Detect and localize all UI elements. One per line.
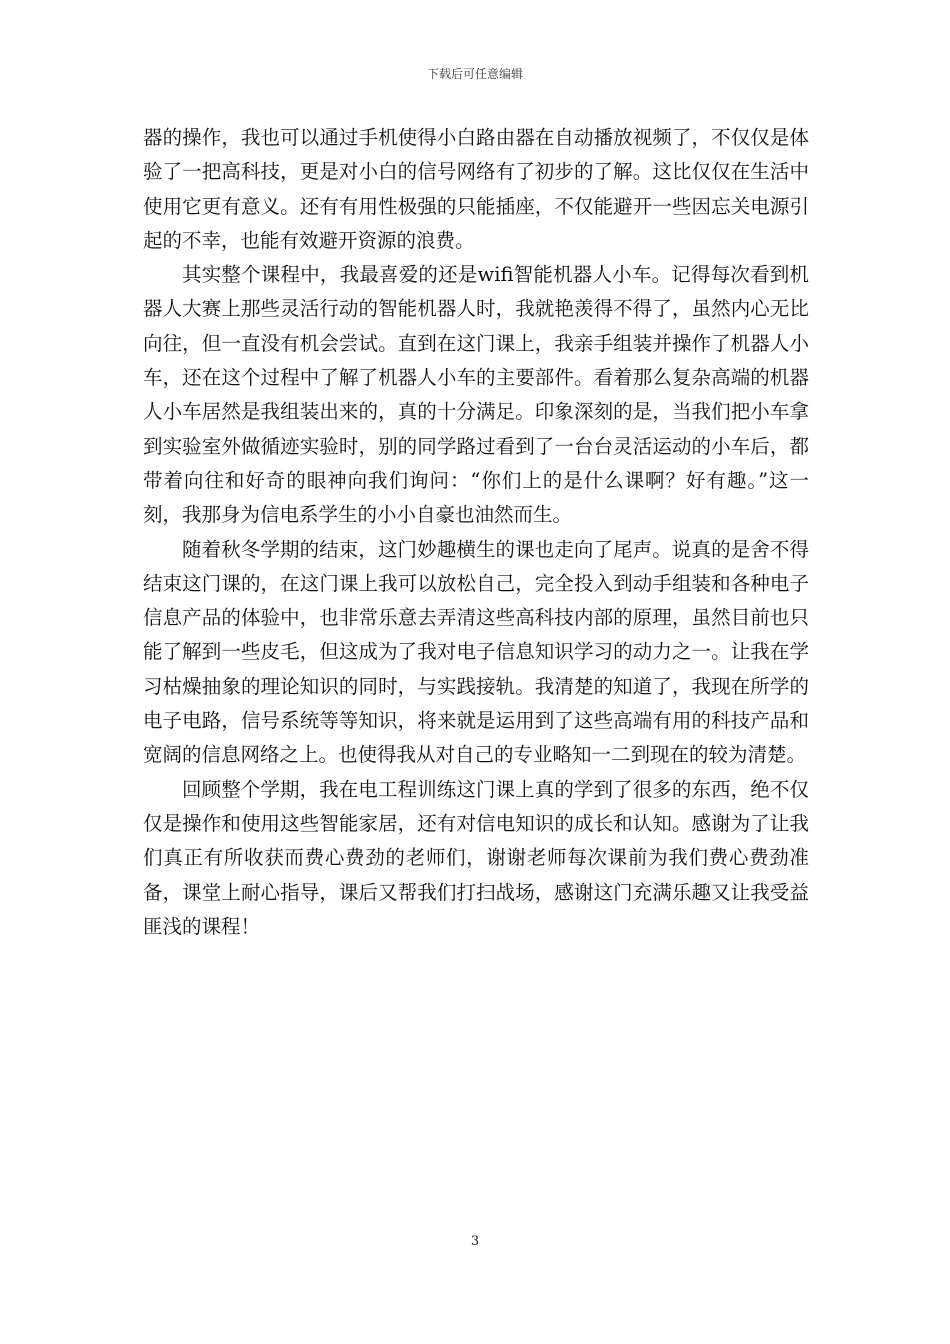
page-header: 下载后可任意编辑 [426,67,523,81]
document-body [143,121,809,944]
page-number: 3 [470,1234,480,1249]
paragraph-semester-end: 随着秋冬学期的结束，这门妙趣横生的课也走向了尾声。说真的是舍不得结束这门课的，在这门课上我可以放松自己，完全投入到动手组装和各种电子信息产品的体验中，也非常乐意去弄清这些高科技内部的原理，虽然目前也只能了解到一些皮毛，但这成为了我对电子信息知识学习的动力之一。让我在学习枯燥抽象的理论知识的同时，与实践接轨。我清楚的知道了，我现在所学的电子电路，信号系统等等知识，将来就是运用到了这些高端有用的科技产品和宽阔的信息网络之上。也使得我从对自己的专业略知一二到现在的较为清楚。 [143,537,809,767]
paragraph-robot-car: 其实整个课程中，我最喜爱的还是wifi智能机器人小车。记得每次看到机器人大赛上那些灵活行动的智能机器人时，我就艳羡得不得了，虽然内心无比向往，但一直没有机会尝试。直到在这门课上，我亲手组装并操作了机器人小车，还在这个过程中了解了机器人小车的主要部件。看着那么复杂高端的机器人小车居然是我组装出来的，真的十分满足。印象深刻的是，当我们把小车拿到实验室外做循迹实验时，别的同学路过看到了一台台灵活运动的小车后，都带着向往和好奇的眼神向我们询问：“你们上的是什么课啊？好有趣。”这一刻，我那身为信电系学生的小小自豪也油然而生。 [143,263,809,527]
paragraph-continued: 器的操作，我也可以通过手机使得小白路由器在自动播放视频了，不仅仅是体验了一把高科技，更是对小白的信号网络有了初步的了解。这比仅仅在生活中使用它更有意义。还有有用性极强的只能插座，不仅能避开一些因忘关电源引起的不幸，也能有效避开资源的浪费。 [143,126,809,252]
paragraph-review: 回顾整个学期，我在电工程训练这门课上真的学到了很多的东西，绝不仅仅是操作和使用这些智能家居，还有对信电知识的成长和认知。感谢为了让我们真正有所收获而费心费劲的老师们，谢谢老师每次课前为我们费心费劲准备，课堂上耐心指导，课后又帮我们打扫战场，感谢这门充满乐趣又让我受益匪浅的课程！ [143,777,809,938]
